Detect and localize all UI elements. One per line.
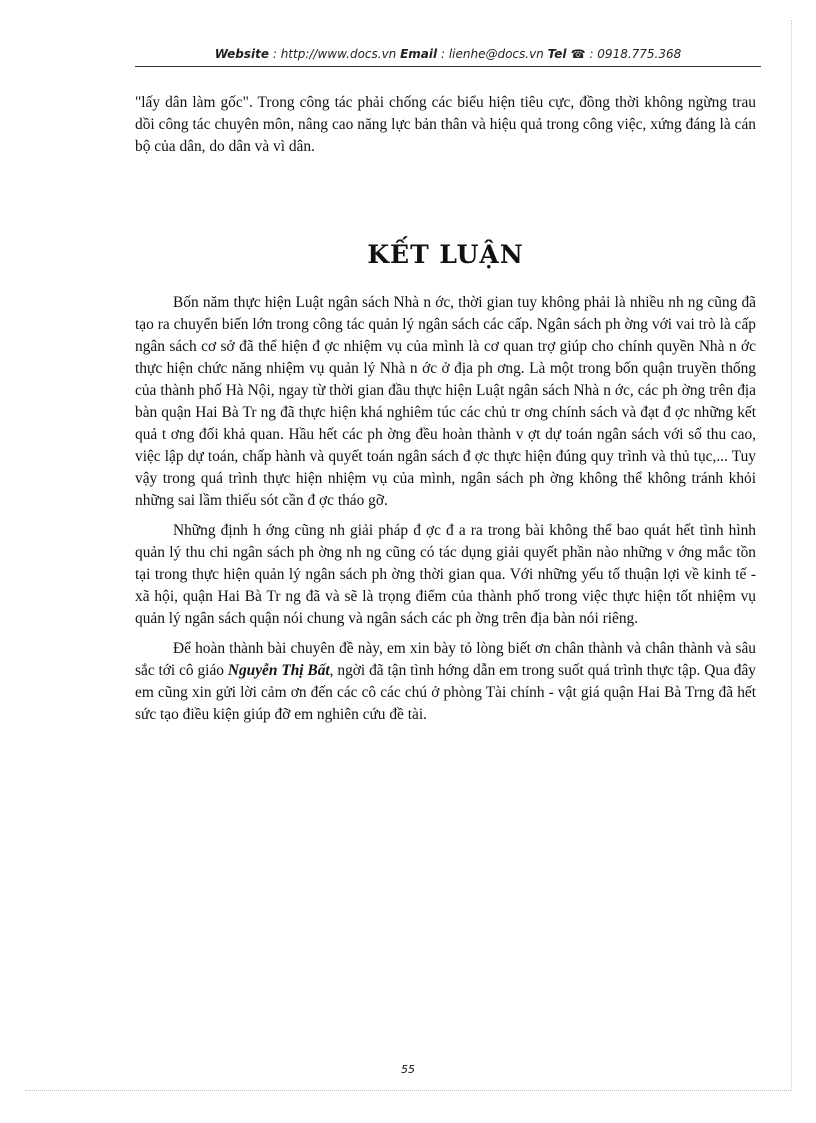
paragraph-2: Những định h ớng cũng nh giải pháp đ ợc đ a ra trong bài không thể bao quát hết tình hình quản lý thu chi ngân sách ph ờng nh ng cũng có tác dụng giải quyết phần nào những v ớng mắc tồn tại trong thực hiện quản lý ngân sách ph ờng thời gian qua. Với những yếu tố thuận lợi về kinh tế - xã hội, quận Hai Bà Tr ng đã và sẽ là trọng điểm của thành phố trong việc thực hiện tốt nhiệm vụ quản lý ngân sách quận nói chung và ngân sách các ph ờng trên địa bàn nói riêng. [135,522,756,627]
email-label: Email [400,47,438,61]
page-header [135,47,761,61]
section-title: KẾT LUẬN [367,240,524,269]
document-body [135,92,756,734]
tel-value: : 0918.775.368 [585,47,682,61]
closing-paragraph [135,638,756,726]
closing-text-end: , ngời đã tận tình hớng dẫn em trong suốt quá trình thực tập. Qua đây em cũng xin gửi lời cảm ơn đến các cô các chú ở phòng Tài chính - vật giá quận Hai Bà Trng đã hết sức tạo điều kiện giúp đỡ em nghiên cứu đề tài. [135,662,756,723]
header-divider [135,66,761,67]
email-value: : lienhe@docs.vn [437,47,548,61]
page-bottom-border [25,1090,791,1091]
paragraph-1: Bốn năm thực hiện Luật ngân sách Nhà n ớc, thời gian tuy không phải là nhiều nh ng cũng đã tạo ra chuyển biến lớn trong công tác quản lý ngân sách các cấp. Ngân sách ph ờng với vai trò là cấp ngân sách cơ sở đã thể hiện đ ợc nhiệm vụ của mình là cơ quan trợ giúp cho chính quyền Nhà n ớc thực hiện chức năng nhiệm vụ quản lý Nhà n ớc ở địa ph ơng. Là một trong bốn quận truyền thống của thành phố Hà Nội, ngay từ thời gian đầu thực hiện Luật ngân sách Nhà n ớc, các ph ờng trên địa bàn quận Hai Bà Tr ng đã thực hiện khá nghiêm túc các chủ tr ơng chính sách và đạt đ ợc những kết quả t ơng đối khả quan. Hầu hết các ph ờng đều hoàn thành v ợt dự toán ngân sách với số thu cao, việc lập dự toán, chấp hành và quyết toán ngân sách đ ợc thực hiện đúng quy trình và thủ tục,... Tuy vậy trong quá trình thực hiện nhiệm vụ của mình, ngân sách ph ờng không thể không tránh khỏi những sai lầm thiếu sót cần đ ợc tháo gỡ. [135,294,756,509]
tel-label: Tel ☎ [547,47,586,61]
page-number: 55 [401,1063,415,1076]
website-label: Website [214,47,270,61]
closing-text-start: Để hoàn thành bài chuyên đề này, em xin bày tỏ lòng biết ơn chân thành và chân thành và sâu sắc tới cô giáo [135,640,756,679]
teacher-name: Nguyễn Thị Bất [227,662,330,679]
website-value: : http://www.docs.vn [269,47,401,61]
intro-paragraph: "lấy dân làm gốc". Trong công tác phải chống các biểu hiện tiêu cực, đồng thời không ngừng trau dồi công tác chuyên môn, nâng cao năng lực bản thân và hiệu quả trong công việc, xứng đáng là cán bộ của dân, do dân và vì dân. [135,94,756,155]
page-right-border [791,20,792,1090]
